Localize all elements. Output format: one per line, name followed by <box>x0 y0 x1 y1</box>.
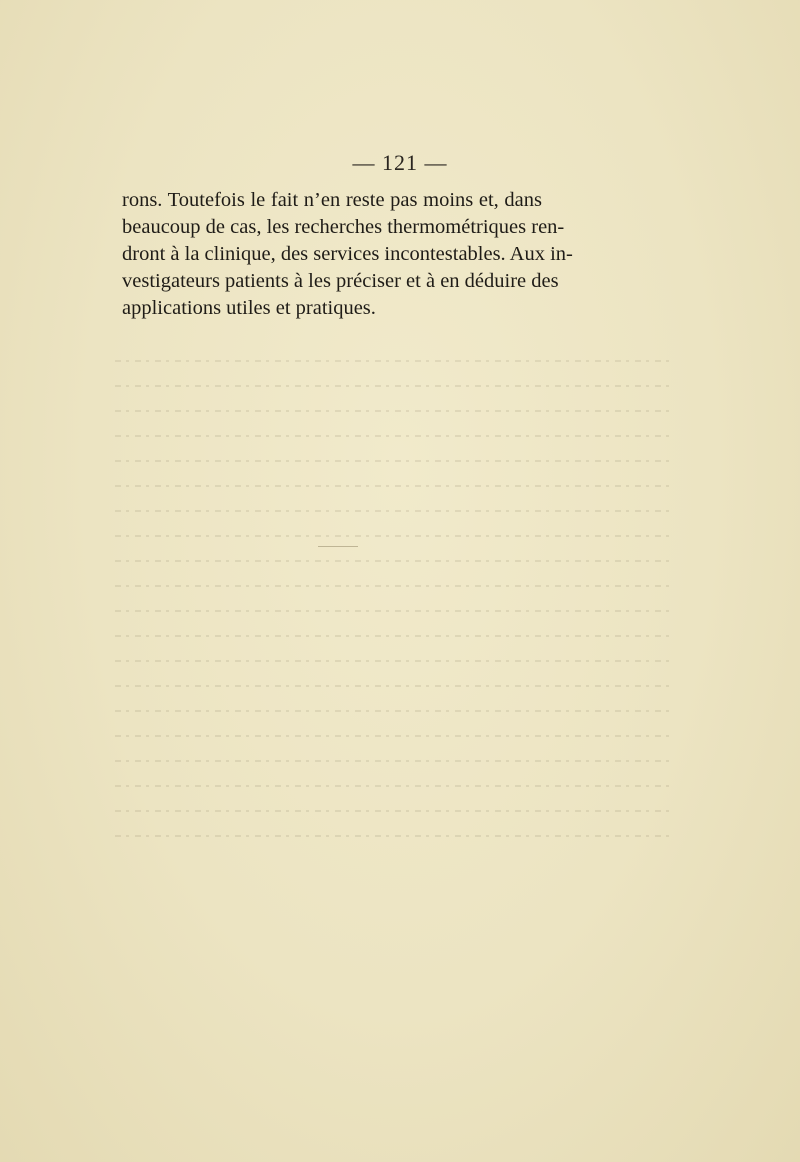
paragraph-line: rons. Toutefois le fait n’en reste pas moins et, dans <box>122 189 542 211</box>
paragraph-line: dront à la clinique, des services incontestables. Aux in- <box>122 243 573 265</box>
paragraph <box>122 187 573 322</box>
paragraph-line: applications utiles et pratiques. <box>122 297 376 319</box>
bleed-through-text <box>115 360 675 880</box>
paragraph-line: beaucoup de cas, les recherches thermométriques ren- <box>122 216 565 238</box>
page-number: — 121 — <box>352 150 448 175</box>
bleed-through-rule <box>318 546 358 547</box>
paragraph-line: vestigateurs patients à les préciser et à en déduire des <box>122 270 559 292</box>
